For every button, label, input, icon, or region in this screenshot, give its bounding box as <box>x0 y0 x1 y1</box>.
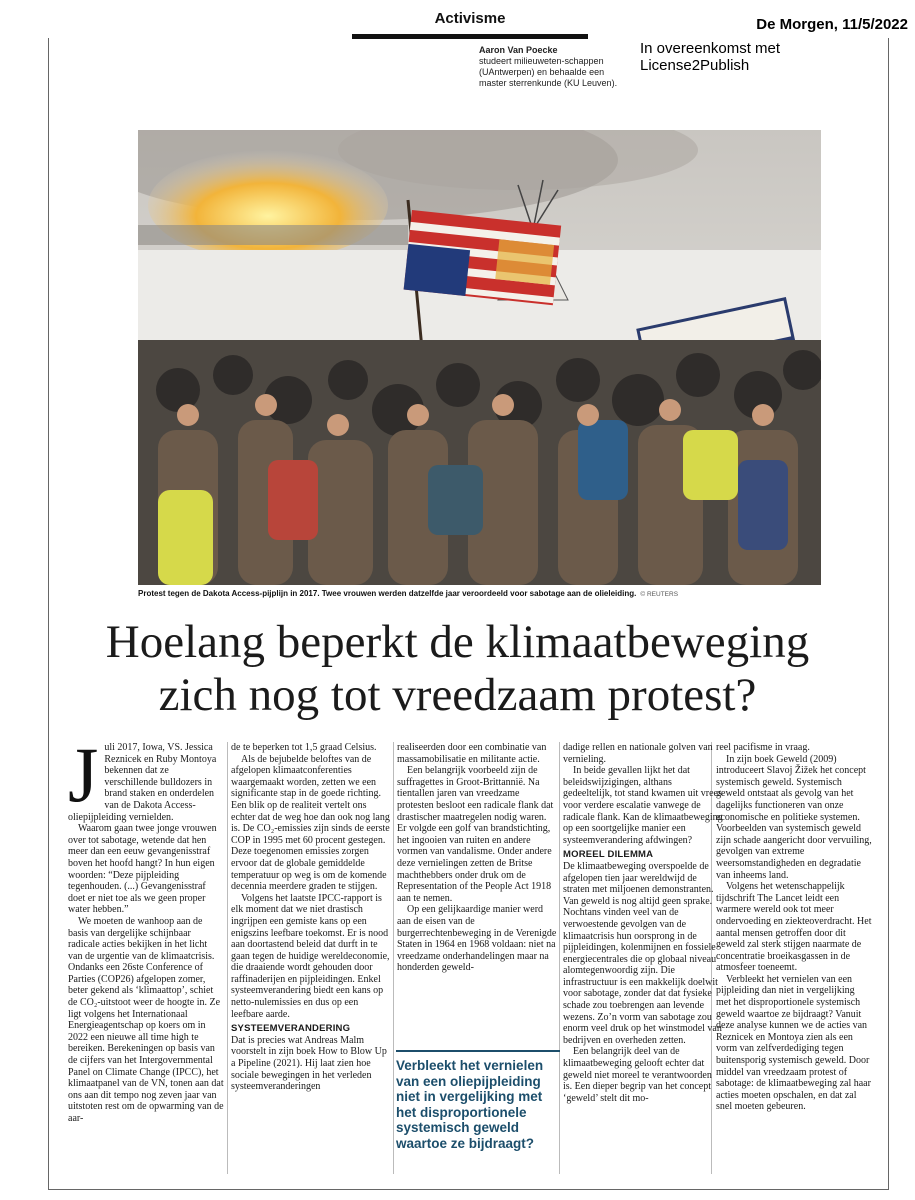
paragraph: We moeten de wanhoop aan de basis van dergelijke schijnbaar radicale acties bekijken in het licht van de urgentie van de klimaatcrisis. Ondanks een 26ste Conference of Parties (COP26) afgelopen zomer, beter gekend als ‘klimaattop’, schiet de CO₂-uitstoot weer de hoogte in. Ze ligt volgens het Internationaal Energieagentschap op koers om in 2022 een nieuwe all time high te bereiken. Berekeningen op basis van de cijfers van het Intergovernmental Panel on Climate Change (IPCC), het klimaatpanel van de VN, tonen aan dat ons aan dit tempo nog zeven jaar van uitstoten rest om de opwarming van de aar- <box>68 915 224 1124</box>
paragraph <box>68 731 224 823</box>
publication-source: De Morgen, 11/5/2022 <box>756 16 908 33</box>
pullquote-rule <box>396 1050 560 1052</box>
section-label: Activisme <box>434 10 506 27</box>
paragraph: Een belangrijk voorbeeld zijn de suffragettes in Groot-Brittannië. Na tientallen jaren van vreedzame protesten besloot een radicale flank dat drastischer maatregelen nodig waren. Er volgde een golf van brandstichting, het ingooien van ruiten en andere vormen van vandalisme. Onder andere deze vernielingen zetten de Britse machthebbers onder druk om de Representation of the People Act 1918 aan te nemen. <box>397 765 554 904</box>
paragraph: Volgens het wetenschappelijk tijdschrift The Lancet leidt een warmere wereld ook tot meer ondervoeding en ziekteoverdracht. Het aantal mensen getroffen door dit geweld zal sterk stijgen naarmate de concentratie broeikasgassen in de atmosfeer toeneemt. <box>716 881 872 974</box>
subheading: SYSTEEMVERANDERING <box>231 1023 351 1035</box>
pull-quote: Verbleekt het vernielen van een oliepijpleiding niet in vergelijking met het disproportionele systemisch geweld waartoe ze bijdraagt? <box>396 1058 544 1151</box>
paragraph: dadige rellen en nationale golven van vernieling. <box>563 742 713 765</box>
caption-text: Protest tegen de Dakota Access-pijplijn in 2017. Twee vrouwen werden datzelfde jaar veroordeeld voor sabotage aan de olieleiding. <box>138 589 637 598</box>
article-column-4 <box>563 742 723 1104</box>
paragraph: Als de bejubelde beloftes van de afgelopen klimaatconferenties waargemaakt worden, zetten we een significante stap in de goede richting. Een blik op de realiteit vertelt ons echter dat de weg hoe dan ook nog lang is. De CO₂-emissies zijn sinds de eerste COP in 1995 met 60 procent gestegen. Deze toegenomen emissies zorgen ervoor dat de globale gemiddelde temperatuur op weg is om de komende decennia meerdere graden te stijgen. <box>231 753 390 893</box>
paragraph: Een belangrijk deel van de klimaatbeweging gelooft echter dat geweld niet moreel te verantwoorden is. Een dieper begrip van het concept ‘geweld’ stelt dit mo- <box>563 1046 712 1104</box>
news-photo <box>138 130 821 585</box>
paragraph: Verbleekt het vernielen van een pijpleiding dan niet in vergelijking met het disproportionele systemisch geweld waartoe ze bijdraagt? Vanuit deze analyse kunnen we de acties van Reznicek en Montoya zien als een vorm van zelfverdediging tegen buitensporig systemisch geweld. Door middel van vreedzaam protest of sabotage: de klimaatbeweging zal haar acties moeten opschalen, en dat zal snel moeten gebeuren. <box>716 973 871 1113</box>
license-note: In overeenkomst met License2Publish <box>640 40 781 74</box>
author-bio: studeert milieuweten-schappen (UAntwerpen) en behaalde een master sterrenkunde (KU Leuven). <box>479 56 618 88</box>
paragraph: De klimaatbeweging overspoelde de afgelopen tien jaar wereldwijd de straten met miljoenen demonstranten. Van geweld is nog altijd geen sprake. Nochtans vinden veel van de verwoestende gevolgen van de klimaatcrisis hun oorsprong in de pijpleidingen, kolenmijnen en fossiele energiecentrales die op globaal niveau alomtegenwoordig zijn. Die infrastructuur is een makkelijk doelwit voor sabotage, zonder dat dat fysieke schade zou toebrengen aan levende wezens. Zo’n vorm van sabotage zou enorm veel druk op het winstmodel van bedrijven en overheden zetten. <box>563 860 722 1046</box>
paragraph: Op een gelijkaardige manier werd aan de eisen van de burgerrechtenbeweging in de Verenigde Staten in 1964 en 1968 voldaan: niet na vreedzame onderhandelingen maar na honderden geweld- <box>397 904 557 974</box>
subheading: MOREEL DILEMMA <box>563 849 654 861</box>
column-divider <box>227 742 228 1174</box>
article-column-5 <box>716 742 872 1113</box>
paragraph: de te beperken tot 1,5 graad Celsius. <box>231 742 377 753</box>
article-column-2 <box>231 742 391 1093</box>
paragraph: Volgens het laatste IPCC-rapport is elk moment dat we niet drastisch ingrijpen een gemiste kans op een enigszins leefbare toekomst. Er is nood aan doortastend beleid dat durft in te gaan tegen de huidige wereldeconomie, die draaiende wordt gehouden door raffinaderijen en pijpleidingen. Enkel systeemverandering biedt een kans op netto-nulemissies en dus op een leefbare aarde. <box>231 892 390 1020</box>
paragraph: realiseerden door een combinatie van massamobilisatie en militante actie. <box>397 742 547 765</box>
article-column-3 <box>397 742 557 974</box>
protest-photo-illustration <box>138 130 821 585</box>
paragraph-text: uli 2017, Iowa, VS. Jessica Reznicek en Ruby Montoya bekennen dat ze verschillende bulldozers in brand staken en onderdelen van de Dakota Access-oliepijpleiding vernielden. <box>68 742 217 823</box>
photo-caption <box>138 589 821 600</box>
column-divider <box>393 742 394 1174</box>
paragraph: Waarom gaan twee jonge vrouwen over tot sabotage, wetende dat hen meer dan een eeuw gevangenisstraf boven het hoofd hangt? In hun eigen woorden: “Deze pijpleiding tegenhouden. (...) Gevangenisstraf doet er niet toe als we geen proper water hebben.” <box>68 823 217 916</box>
author-box <box>479 45 619 89</box>
paragraph: In zijn boek Geweld (2009) introduceert Slavoj Žižek het concept systemisch geweld. Systemisch geweld ontstaat als gevolg van het dagelijks functioneren van onze economische en politieke systemen. Voorbeelden van systemisch geweld zijn schade aangericht door vervuiling, gevolgen van extreme weersomstandigheden en degradatie van inheems land. <box>716 753 872 881</box>
author-name: Aaron Van Poecke <box>479 45 558 55</box>
article-headline <box>60 616 855 722</box>
headline-line-2: zich nog tot vreedzaam protest? <box>158 669 757 721</box>
article-column-1 <box>68 731 224 1125</box>
paragraph: In beide gevallen lijkt het dat beleidswijzigingen, althans gedeeltelijk, tot stand kwamen uit vrees voor verdere escalatie vanwege de radicale flank. Kan de klimaatbeweging op een soortgelijke manier een systeemverandering afdwingen? <box>563 765 723 846</box>
photo-credit: © REUTERS <box>640 591 679 598</box>
paragraph: reel pacifisme in vraag. <box>716 742 810 753</box>
headline-line-1: Hoelang beperkt de klimaatbeweging <box>105 616 810 668</box>
drop-cap: J <box>68 731 99 818</box>
paragraph: Dat is precies wat Andreas Malm voorstelt in zijn boek How to Blow Up a Pipeline (2021). Hij laat zien hoe sociale bewegingen in het verleden systeemveranderingen <box>231 1034 387 1093</box>
